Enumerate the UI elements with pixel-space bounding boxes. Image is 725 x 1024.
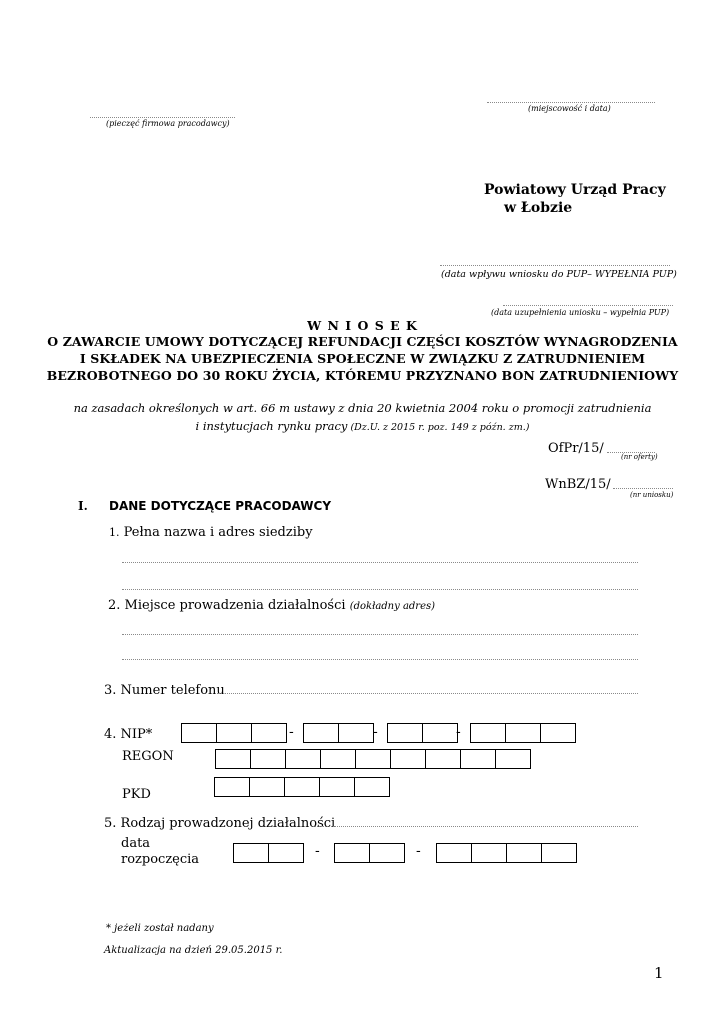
digit-box[interactable] [251,723,287,743]
q2-field-line-2[interactable] [122,659,638,660]
footnote: * jeżeli został nadany [106,923,214,934]
digit-box[interactable] [460,749,496,769]
start-date-label-2: rozpoczęcia [121,852,200,867]
nip-dash-3: - [456,724,461,740]
q1-text: Pełna nazwa i adres siedziby [123,525,313,540]
title-line-2: I SKŁADEK NA UBEZPIECZENIA SPOŁECZNE W ZWIĄZKU Z ZATRUDNIENIEM [79,351,646,366]
q5-label: 5. Rodzaj prowadzonej działalności [104,816,336,831]
update-date: Aktualizacja na dzień 29.05.2015 r. [104,945,283,956]
digit-box[interactable] [284,777,320,797]
phone-field[interactable] [215,693,638,694]
regon-boxes[interactable] [215,749,531,769]
digit-box[interactable] [249,777,285,797]
nip-group-2[interactable] [303,723,374,743]
digit-box[interactable] [470,723,506,743]
digit-box[interactable] [505,723,541,743]
digit-box[interactable] [369,843,405,863]
receipt-date-caption: (data wpływu wniosku do PUP– WYPEŁNIA PUP) [441,269,677,280]
place-date-caption: (miejscowość i data) [528,104,611,113]
offer-number-caption: (nr oferty) [621,453,658,461]
digit-box[interactable] [215,749,251,769]
digit-box[interactable] [285,749,321,769]
digit-box[interactable] [319,777,355,797]
intro-line-2-main: i instytucjach rynku pracy [195,419,348,433]
digit-box[interactable] [320,749,356,769]
digit-box[interactable] [495,749,531,769]
pkd-boxes[interactable] [214,777,390,797]
completion-date-caption: (data uzupełnienia uniosku – wypełnia PUP) [491,308,670,317]
q2-text: Miejsce prowadzenia działalności [124,598,346,613]
title-word: W N I O S E K [307,318,418,333]
title-line-1: O ZAWARCIE UMOWY DOTYCZĄCEJ REFUNDACJI CZĘŚCI KOSZTÓW WYNAGRODZENIA [47,334,678,349]
nip-group-4[interactable] [470,723,576,743]
start-date-day[interactable] [233,843,304,863]
start-date-month[interactable] [334,843,405,863]
digit-box[interactable] [334,843,370,863]
start-date-dash-1: - [315,843,320,859]
application-number-prefix: WnBZ/15/ [545,477,611,492]
digit-box[interactable] [471,843,507,863]
q1-field-line-1[interactable] [122,562,638,563]
regon-label: REGON [122,749,174,764]
nip-group-3[interactable] [387,723,458,743]
digit-box[interactable] [387,723,423,743]
nip-dash-2: - [373,724,378,740]
receipt-date-line [440,265,670,266]
completion-date-line [503,305,673,306]
office-city: w Łobzie [504,200,573,216]
office-name: Powiatowy Urząd Pracy [484,182,666,198]
page-number: 1 [654,964,664,982]
title-line-3: BEZROBOTNEGO DO 30 ROKU ŻYCIA, KTÓREMU PRZYZNANO BON ZATRUDNIENIOWY [46,368,679,383]
intro-line-1: na zasadach określonych w art. 66 m ustawy z dnia 20 kwietnia 2004 roku o promocji zatrudnienia [73,401,652,415]
nip-dash-1: - [289,724,294,740]
digit-box[interactable] [541,843,577,863]
start-date-year[interactable] [436,843,577,863]
stamp-caption: (pieczęć firmowa pracodawcy) [106,119,230,128]
nip-label: 4. NIP* [104,727,153,742]
start-date-label-1: data [121,836,151,851]
start-date-dash-2: - [416,843,421,859]
digit-box[interactable] [338,723,374,743]
intro-legal-ref: (Dz.U. z 2015 r. poz. 149 z późn. zm.) [347,422,530,433]
q2-hint: (dokładny adres) [349,601,436,612]
digit-box[interactable] [268,843,304,863]
digit-box[interactable] [422,723,458,743]
digit-box[interactable] [181,723,217,743]
q2-label [108,598,435,613]
q2-field-line-1[interactable] [122,634,638,635]
section-number: I. [78,499,88,513]
digit-box[interactable] [390,749,426,769]
application-number-caption: (nr uniosku) [630,491,674,499]
nip-group-1[interactable] [181,723,287,743]
q2-number: 2. [108,598,121,613]
section-heading: DANE DOTYCZĄCE PRACODAWCY [109,499,332,513]
digit-box[interactable] [233,843,269,863]
digit-box[interactable] [214,777,250,797]
digit-box[interactable] [540,723,576,743]
digit-box[interactable] [303,723,339,743]
application-number-field[interactable] [613,488,673,489]
stamp-line [90,117,235,118]
q1-field-line-2[interactable] [122,589,638,590]
digit-box[interactable] [216,723,252,743]
q1-number: 1. [109,526,120,539]
place-date-line [487,102,655,103]
digit-box[interactable] [425,749,461,769]
digit-box[interactable] [506,843,542,863]
q3-label: 3. Numer telefonu [104,683,225,698]
digit-box[interactable] [355,749,391,769]
digit-box[interactable] [250,749,286,769]
pkd-label: PKD [122,787,151,802]
digit-box[interactable] [436,843,472,863]
digit-box[interactable] [354,777,390,797]
offer-number-prefix: OfPr/15/ [548,441,604,456]
intro-line-2 [0,419,725,433]
q1-label [109,525,313,540]
activity-type-field[interactable] [311,826,638,827]
